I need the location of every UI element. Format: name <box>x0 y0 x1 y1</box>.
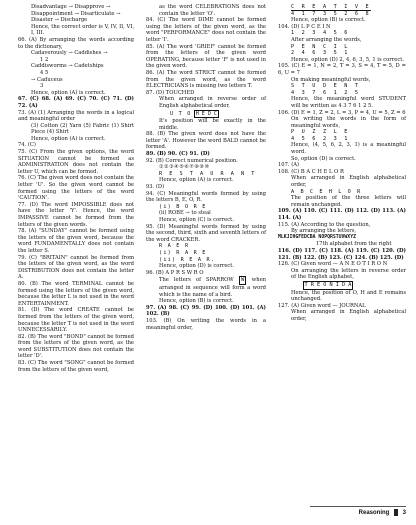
word-line: P U Z Z L E <box>291 129 350 136</box>
text-line: On making meaningful words, <box>291 76 371 83</box>
text-line: By arranging the letters, <box>291 228 357 235</box>
column-3 <box>278 4 406 323</box>
text-line: On arranging the letters in reverse order of the English alphabet, <box>291 267 406 281</box>
answer-127: 127. (A) Given word — JOURNAL <box>278 302 366 309</box>
letter-sequence <box>278 281 406 290</box>
answer-78: 78. (A) "SUNDAY" cannot be formed using the letters of the given word, because the word FUNDAMENTALLY does not contain the letter S. <box>18 228 134 254</box>
answer-93: 93. (D) <box>146 184 165 191</box>
word-line: P E N C I L <box>291 43 350 50</box>
text-line: On writing the words in the form of meaningful words, <box>291 116 406 129</box>
answer-115: 115. (A) According to the question, <box>278 221 371 228</box>
text-line: as the word CELEBRATIONS does not contain the letter 'O'. <box>159 4 266 17</box>
index-line: 3 <box>40 83 44 90</box>
text-line: Disadvantage → Disapprove → <box>31 4 111 10</box>
answer-107: 107. (A) <box>278 162 299 169</box>
answer-row: 67. (C) 68. (A) 69. (C) 70. (C) 71. (D) 72. (A) <box>18 96 134 109</box>
footer-section: Reasoning <box>358 510 390 516</box>
answer-row: 116. (D) 117. (C) 118. (A) 119. (C) 120. (D) 121. (B) 122. (B) 123. (C) 124. (B) 125. (D) <box>278 247 406 261</box>
answer-92: 92. (B) Correct numerical position. <box>146 157 238 164</box>
text-line: Disappointment → Disarticulate → <box>31 10 121 17</box>
text-line: Cadaverously → Caddishes → <box>31 50 108 57</box>
index-line: 1 2 3 4 5 6 <box>291 30 350 37</box>
answer-82: 82. (B) The word "BOND" cannot be formed from the letters of the given word, as the word SUBSTITUTION does not contain the letter 'D'. <box>18 333 134 360</box>
column-1 <box>18 4 134 373</box>
index-line: 4 1 7 3 5 2 6 8 <box>291 10 371 17</box>
word-line: (ii) ROBE → to steal <box>159 210 211 217</box>
text-line: So, option (D) is correct. <box>291 155 356 162</box>
answer-96: 96. (B) A P R S W R O <box>146 269 204 276</box>
answer-74: 74. (C) <box>18 142 36 149</box>
text-line: Hence, option (B) is correct. <box>159 298 234 305</box>
text-line: It's position will be exactly in the middle. <box>159 118 266 131</box>
answer-80: 80. (B) The word TERMINAL cannot be formed using the letters of the given word, because the letter L is not used in the word ENTERTAINMENT. <box>18 280 134 307</box>
text-line: Hence, option (A) is correct. <box>31 89 106 96</box>
index-line: 4 5 6 2 3 1 <box>291 135 350 142</box>
letter-sequence <box>146 110 266 119</box>
word-line: (ii) R E A R. <box>159 256 216 263</box>
text-line: Hence, the position of O, H and E remains unchanged. <box>291 289 406 303</box>
word-line: S T U D E N T <box>291 83 361 90</box>
text-line: The position of the three letters will remain unchanged. <box>291 195 406 208</box>
answer-66: 66. (A) By arranging the words according to the dictionary, <box>18 36 134 50</box>
answer-104: 104. (D) L P C E I N <box>278 23 331 30</box>
text-part: The letters of SPARROW <box>159 277 234 284</box>
page-footer <box>310 506 406 516</box>
text-line: Hence, option (C) is correct. <box>159 217 234 223</box>
text-line: Hence, option (A) is correct. <box>159 177 234 184</box>
text-line <box>146 276 266 298</box>
word-line: A B C E H L O R <box>291 188 362 195</box>
answer-73: 73. (A) (1) Arranging the words in a logical and meaningful order <box>18 109 134 123</box>
letter-sequence: R E S T A U R A N T <box>159 170 257 177</box>
answer-94: 94. (C) Meaningful words formed by using the letters B, E, O, R. <box>146 190 266 204</box>
answer-75: 75. (C) From the given options, the word SITUATION cannot be formed as ADMINISTRATION does not contain the letter U, which can be formed. <box>18 149 134 175</box>
answer-76: 76. (C) The given word does not contain the letter 'U'. So the given word cannot be formed using the letters of the word 'CAUTION'. <box>18 175 134 202</box>
answer-79: 79. (C) "BRITAIN" cannot be formed from the letters of the given word, as the word DISTRIBUTION does not contain the letter A. <box>18 254 134 281</box>
text-line: Hence, option (D) is correct. <box>159 263 235 270</box>
alphabet-line: MLKJIHGFEDCBA NOPQRSTUVWXYZ <box>278 234 356 240</box>
answer-126: 126. (C) Given word — A N E O T I R O N <box>278 261 388 268</box>
text-line: Hence, option (A) is correct. <box>31 135 106 142</box>
answer-88: 88. (B) The given word does not have the letter 'A'. However the word BALD cannot be formed. <box>146 131 266 151</box>
index-line: 4 5 <box>40 69 49 76</box>
letters-before: U T O <box>170 110 192 117</box>
word-line: (i) B O R E <box>159 203 207 210</box>
answer-83: 83. (C) The word "SONG" cannot be formed from the letters of the given word, <box>18 360 134 373</box>
answer-81: 81. (D) The word CREATE cannot be formed from the letters of the given word, because the letter T is not used in the word UNNECESSARILY. <box>18 307 134 334</box>
column-2 <box>146 4 266 331</box>
footer-content <box>359 509 406 517</box>
text-line: Hence, the correct order is V, IV, II, VI, I, III. <box>31 23 134 37</box>
letters-boxed: T R E O N I D A <box>304 281 352 288</box>
word-line: (i) R A R E <box>159 249 207 256</box>
answer-87: 87. (D) TOUCHED <box>146 89 195 96</box>
text-line: Hence, the meaningful word STUDENT will be written as 4 3 7 6 1 2 5. <box>291 96 406 109</box>
index-line: 4 3 7 6 1 2 5 <box>291 89 361 96</box>
answer-row: 89. (B) 90. (C) 91. (D) <box>146 151 210 158</box>
letter-boxed: W <box>241 277 245 284</box>
page-number: 3 <box>402 510 406 516</box>
text-line: When arranged in reverse order of English alphabetical order, <box>159 96 266 109</box>
text-line: → Caduceus <box>31 76 63 83</box>
answer-103: 103. (B) On writing the words in a meaningful order, <box>146 317 266 331</box>
text-line: After arranging the words, <box>291 36 362 43</box>
word-line: R A E R <box>159 243 190 250</box>
answer-105: 105. (C) E = 1, N = 2, T = 3, S = 4, T = 5, D = 6, U = 7 <box>278 63 406 76</box>
answer-85: 85. (A) The word 'GRIEF' cannot be formed from the letters of the given word OPERATING, because letter 'F' is not used in the given word. <box>146 43 266 70</box>
answer-95: 95. (D) Meaningful words formed by using the second, third, sixth and seventh letters of the word CRACKER. <box>146 223 266 243</box>
text-part: when arranged in sequence will form a word which is the name of a bird. <box>159 277 266 298</box>
text-line: Disaster → Discharge <box>31 17 88 24</box>
index-line: 2 4 6 3 5 1 <box>291 50 350 57</box>
word-line: C R E A T I V E <box>291 4 371 10</box>
letters-boxed: H E D C <box>195 110 217 117</box>
text-line: When arranged in English alphabetical order, <box>291 309 406 322</box>
text-line: Hence, option (D) 2, 4, 6, 3, 5, 1 is correct. <box>291 56 404 63</box>
answer-108: 108. (C) B A C H E L O R <box>278 168 344 175</box>
answer-row: 109. (A) 110. (C) 111. (D) 112. (D) 113. (A) 114. (A) <box>278 208 406 221</box>
footer-divider <box>394 509 398 516</box>
answer-77: 77. (D) The word IMPOSSIBLE does not have the letter 'Y'. Hence, the word IMPASSIVE cannot be formed from the letters of the given words. <box>18 201 134 228</box>
text-line: Hence, option (B) is correct. <box>291 17 366 24</box>
text-line: When arranged in English alphabetical order, <box>291 175 406 189</box>
text-line: (3) Cotton (2) Yarn (5) Fabric (1) Shirt Piece (4) Shirt <box>31 122 134 136</box>
answer-86: 86. (A) The word STRICT cannot be formed from the given word, as the word ELECTRICIANS is missing two letters T. <box>146 69 266 90</box>
answer-106: 106. (D) E = 1, Z = 2, L = 3, P = 4, U = 5, Z = 6 <box>278 109 406 116</box>
answer-84: 84. (C) The word DIME cannot be formed using the letters of the given word, as the word "PERFORMANCE" does not contain the letter 'I'. <box>146 17 266 43</box>
text-line: 17th alphabet from the right <box>316 241 392 248</box>
answer-row: 97. (A) 98. (C) 99. (D) 100. (D) 101. (A) 102. (B) <box>146 304 266 318</box>
index-line: 1 2 <box>40 56 49 63</box>
text-line: Hence, (4, 5, 6, 2, 3, 1) is a meaningful word. <box>291 142 406 156</box>
text-line: Caddisworms → Cadetships <box>31 63 104 70</box>
circled-numbers: ①②③④⑤⑥⑦⑧⑨⑩ <box>159 164 210 171</box>
